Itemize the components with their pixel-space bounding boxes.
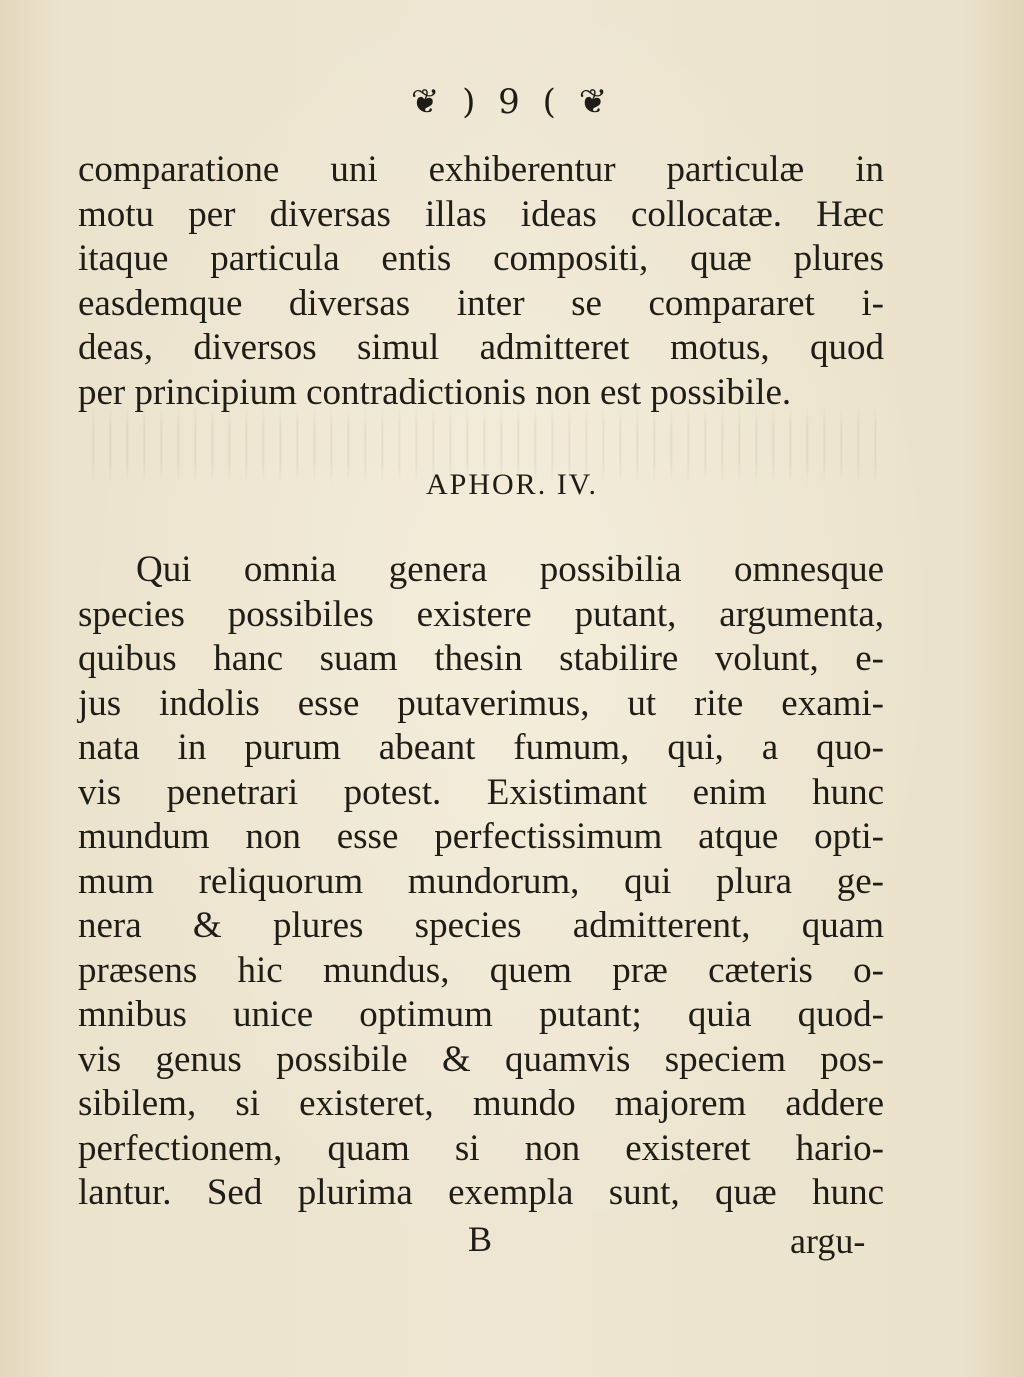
text-line: quibus hanc suam thesin stabilire volunt, e- [78,638,884,679]
text-line: vis genus possibile & quamvis speciem pos- [78,1038,884,1080]
text-line: lantur. Sed plurima exempla sunt, quæ hunc [78,1172,884,1213]
catchword: argu- [790,1221,866,1261]
text-line: motu per diversas illas ideas collocatæ. Hæc [78,193,884,235]
paragraph-1 [78,148,884,415]
text-line: mnibus unice optimum putant; quia quod- [78,994,884,1035]
text-line: per principium contradictionis non est possibile. [78,371,792,413]
text-line: præsens hic mundus, quem præ cæteris o- [78,949,884,991]
text-line: species possibiles existere putant, argumenta, [78,593,884,635]
text-line: sibilem, si existeret, mundo majorem addere [78,1083,884,1124]
text-line: mundum non esse perfectissimum atque opti- [78,816,884,857]
text-line: nata in purum abeant fumum, qui, a quo- [78,727,884,768]
signature-mark: B [468,1219,493,1259]
text-line: deas, diversos simul admitteret motus, quod [78,327,884,368]
paragraph-2 [78,548,884,1216]
text-line: comparatione uni exhiberentur particulæ in [78,149,884,190]
text-line: mum reliquorum mundorum, qui plura ge- [78,860,884,902]
text-line: perfectionem, quam si non existeret hario- [78,1127,884,1169]
page-header: ❦ ) 9 ( ❦ [410,82,614,122]
text-line: itaque particula entis compositi, quæ plures [78,238,884,279]
text-line: jus indolis esse putaverimus, ut rite exami- [78,682,884,724]
text-line: Qui omnia genera possibilia omnesque [136,549,884,590]
text-line: easdemque diversas inter se compararet i- [78,282,884,324]
section-heading: APHOR. IV. [426,468,598,501]
text-line: vis penetrari potest. Existimant enim hunc [78,771,884,813]
text-line: nera & plures species admitterent, quam [78,905,884,946]
